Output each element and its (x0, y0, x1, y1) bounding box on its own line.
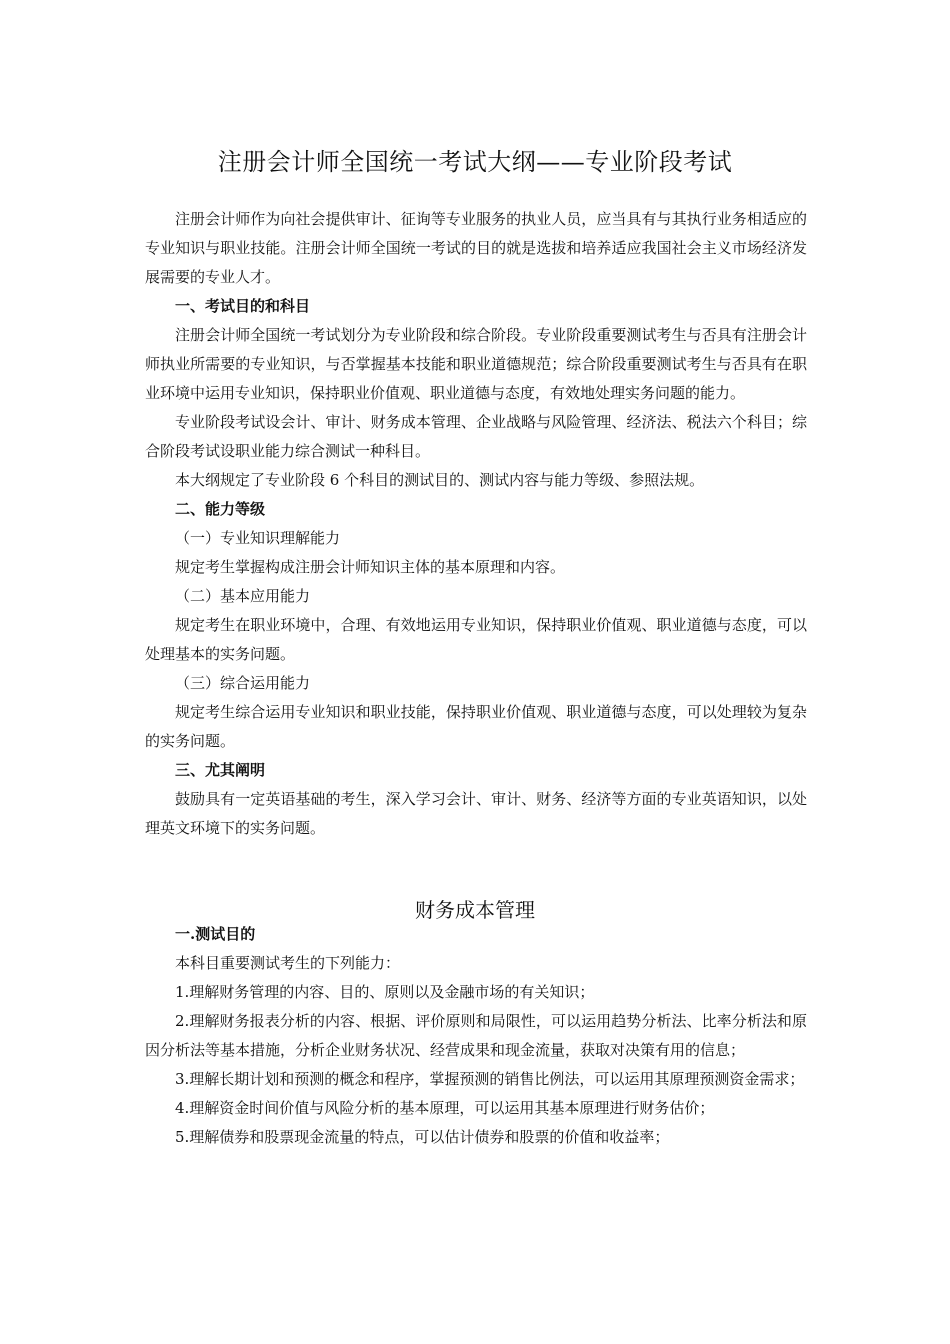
level1-text: 规定考生掌握构成注册会计师知识主体的基本原理和内容。 (175, 558, 566, 576)
subject-heading: 一.测试目的 (175, 925, 256, 943)
level2-text: 规定考生在职业环境中，合理、有效地运用专业知识，保持职业价值观、职业道德与态度，可以处理基本的实务问题。 (145, 616, 807, 663)
subject-item: 4.理解资金时间价值与风险分析的基本原理，可以运用其基本原理进行财务估价； (175, 1099, 715, 1117)
section1-heading: 一、考试目的和科目 (175, 297, 311, 315)
subject-title: 财务成本管理 (415, 898, 535, 922)
section1-paragraph-1: 注册会计师全国统一考试划分为专业阶段和综合阶段。专业阶段重要测试考生与否具有注册会计师执业所需要的专业知识，与否掌握基本技能和职业道德规范；综合阶段重要测试考生与否具有在职业环境中运用专业知识，保持职业价值观、职业道德与态度，有效地处理实务问题的能力。 (145, 326, 807, 402)
subject-item: 3.理解长期计划和预测的概念和程序，掌握预测的销售比例法，可以运用其原理预测资金需求； (175, 1070, 805, 1088)
level3-text: 规定考生综合运用专业知识和职业技能，保持职业价值观、职业道德与态度，可以处理较为复杂的实务问题。 (145, 703, 807, 750)
level1-title: （一）专业知识理解能力 (175, 529, 341, 547)
intro-block (145, 205, 807, 843)
section3-text: 鼓励具有一定英语基础的考生，深入学习会计、审计、财务、经济等方面的专业英语知识，以处理英文环境下的实务问题。 (145, 790, 807, 837)
section1-paragraph-3: 本大纲规定了专业阶段 6 个科目的测试目的、测试内容与能力等级、参照法规。 (175, 471, 705, 489)
subject-block (145, 920, 807, 1152)
section2-heading: 二、能力等级 (175, 500, 266, 518)
level2-title: （二）基本应用能力 (175, 587, 311, 605)
section3-heading: 三、尤其阐明 (175, 761, 266, 779)
document-title: 注册会计师全国统一考试大纲——专业阶段考试 (217, 148, 733, 176)
section1-paragraph-2: 专业阶段考试设会计、审计、财务成本管理、企业战略与风险管理、经济法、税法六个科目；综合阶段考试设职业能力综合测试一种科目。 (145, 413, 807, 460)
intro-paragraph: 注册会计师作为向社会提供审计、征询等专业服务的执业人员，应当具有与其执行业务相适应的专业知识与职业技能。注册会计师全国统一考试的目的就是选拔和培养适应我国社会主义市场经济发展需要的专业人才。 (145, 210, 807, 286)
level3-title: （三）综合运用能力 (175, 674, 311, 692)
subject-item: 1.理解财务管理的内容、目的、原则以及金融市场的有关知识； (175, 983, 595, 1001)
subject-item: 5.理解债券和股票现金流量的特点，可以估计债券和股票的价值和收益率； (175, 1128, 670, 1146)
subject-item: 2.理解财务报表分析的内容、根据、评价原则和局限性，可以运用趋势分析法、比率分析法和原因分析法等基本措施，分析企业财务状况、经营成果和现金流量，获取对决策有用的信息； (145, 1012, 807, 1059)
subject-lead: 本科目重要测试考生的下列能力： (175, 954, 401, 972)
